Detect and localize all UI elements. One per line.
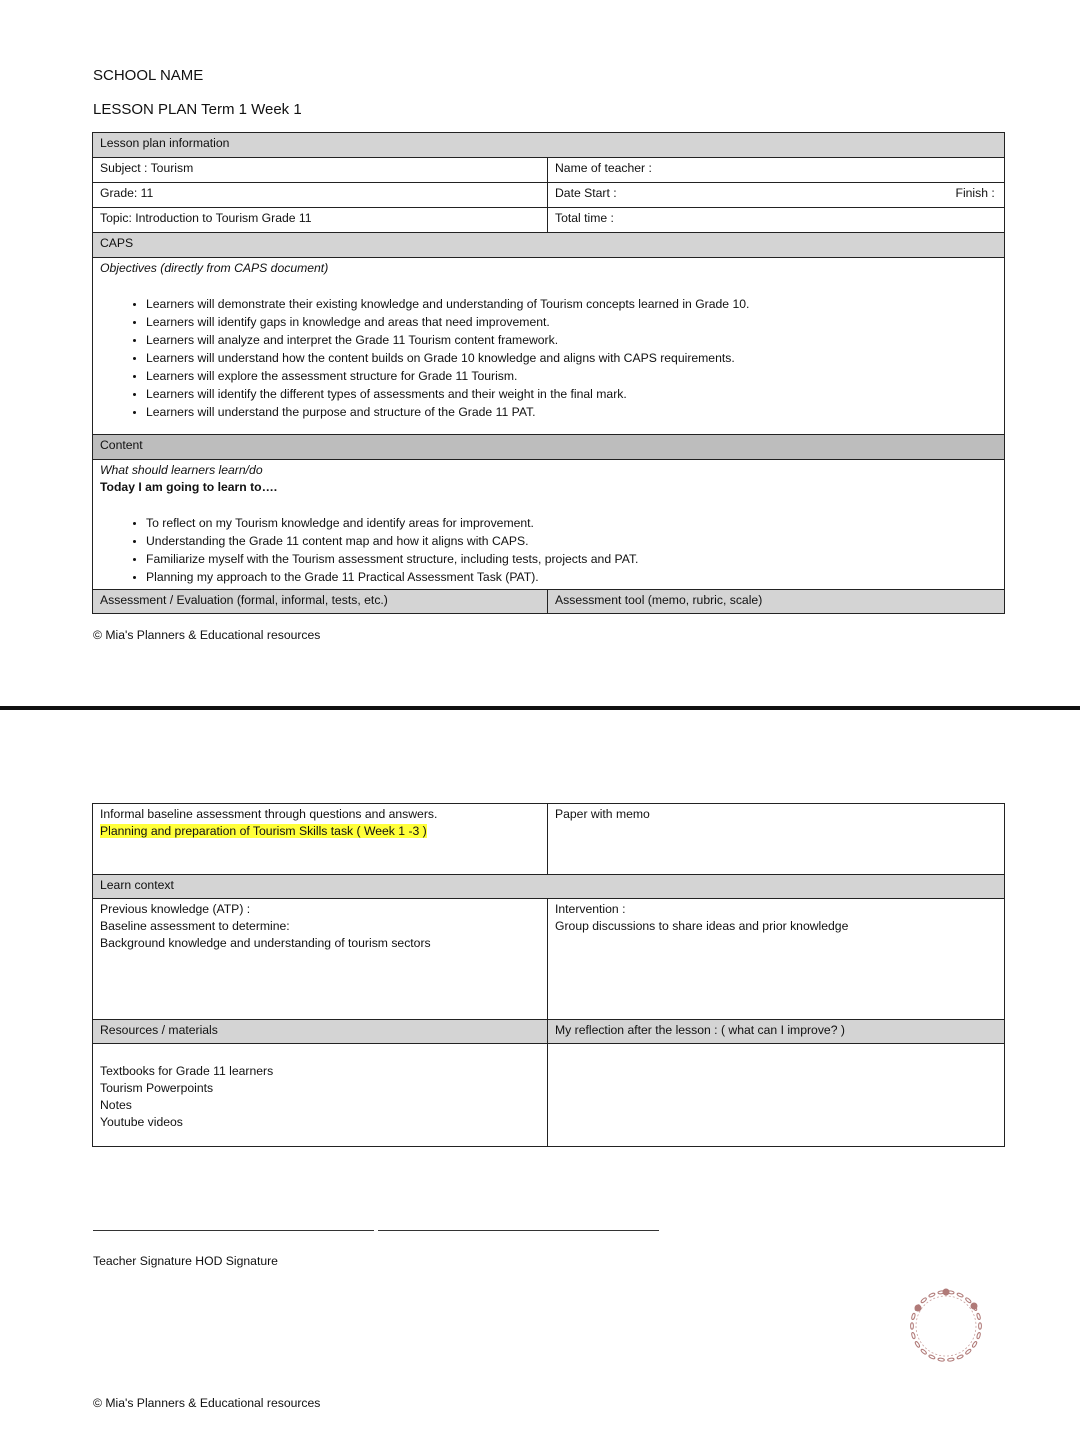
lesson-plan-table-continued [92, 803, 1005, 1147]
table-row [93, 875, 1005, 899]
copyright-footer-page2: © Mia's Planners & Educational resources [93, 1396, 321, 1410]
table-row [93, 258, 1005, 435]
previous-knowledge-cell [93, 899, 548, 1020]
total-time-cell: Total time : [548, 208, 1005, 233]
wreath-leaf [920, 1297, 927, 1303]
resources-header: Resources / materials [93, 1020, 548, 1044]
finish-label: Finish : [955, 186, 995, 200]
learn-context-header: Learn context [93, 875, 1005, 899]
objective-item: • Learners will demonstrate their existing knowledge and understanding of Tourism concepts learned in Grade 10. [146, 295, 997, 313]
wreath-flower [943, 1289, 949, 1295]
wreath-flower [971, 1303, 977, 1309]
page-divider [0, 706, 1080, 710]
topic-cell: Topic: Introduction to Tourism Grade 11 [93, 208, 548, 233]
grade-cell: Grade: 11 [93, 183, 548, 208]
content-item: • Understanding the Grade 11 content map and how it aligns with CAPS. [146, 532, 997, 550]
wreath-flower [915, 1305, 921, 1311]
lesson-plan-table [92, 132, 1005, 614]
teacher-signature-line [93, 1230, 374, 1231]
assessment-text: Informal baseline assessment through questions and answers. [100, 807, 438, 821]
content-cell [93, 460, 1005, 590]
table-row [93, 1020, 1005, 1044]
wreath-leaf [965, 1297, 972, 1303]
table-row [93, 899, 1005, 1020]
signature-labels: Teacher Signature HOD Signature [93, 1254, 278, 1268]
intervention-text: Group discussions to share ideas and prior knowledge [555, 919, 849, 933]
wreath-leaf [911, 1332, 915, 1339]
intervention-label: Intervention : [555, 902, 626, 916]
assessment-tool-header: Assessment tool (memo, rubric, scale) [548, 590, 1005, 614]
resources-cell [93, 1044, 548, 1147]
wreath-leaf [972, 1341, 978, 1348]
wreath-leaf [947, 1358, 954, 1362]
wreath-leaf [965, 1349, 972, 1355]
content-item: • To reflect on my Tourism knowledge and identify areas for improvement. [146, 514, 997, 532]
objective-item: • Learners will analyze and interpret the Grade 11 Tourism content framework. [146, 331, 997, 349]
reflection-header: My reflection after the lesson : ( what can I improve? ) [548, 1020, 1005, 1044]
table-row [93, 1044, 1005, 1147]
subject-cell: Subject : Tourism [93, 158, 548, 183]
hod-signature-line [378, 1230, 659, 1231]
wreath-leaf [938, 1358, 945, 1362]
wreath-leaf [911, 1323, 914, 1329]
objective-item: • Learners will understand how the content builds on Grade 10 knowledge and aligns with CAPS requirements. [146, 349, 997, 367]
table-row [93, 590, 1005, 614]
table-row [93, 804, 1005, 875]
caps-header: CAPS [93, 233, 1005, 258]
objectives-label: Objectives (directly from CAPS document) [100, 261, 329, 275]
resource-item: Textbooks for Grade 11 learners [100, 1064, 274, 1078]
wreath-leaf [957, 1354, 964, 1359]
wreath-leaf [928, 1354, 935, 1359]
wreath-leaf [911, 1313, 915, 1320]
wreath-leaf [928, 1292, 935, 1297]
objective-item: • Learners will identify gaps in knowledge and areas that need improvement. [146, 313, 997, 331]
table-row [93, 208, 1005, 233]
copyright-footer: © Mia's Planners & Educational resources [93, 628, 321, 642]
content-item: • Familiarize myself with the Tourism assessment structure, including tests, projects and PAT. [146, 550, 997, 568]
date-start-label: Date Start : [555, 186, 617, 200]
content-intro: Today I am going to learn to…. [100, 480, 278, 494]
objective-item: • Learners will identify the different types of assessments and their weight in the final mark. [146, 385, 997, 403]
wreath-leaf [920, 1349, 927, 1355]
content-item: • Planning my approach to the Grade 11 Practical Assessment Task (PAT). [146, 568, 997, 586]
content-list [100, 514, 997, 586]
highlighted-task: Planning and preparation of Tourism Skills task ( Week 1 -3 ) [100, 824, 427, 838]
floral-wreath-icon [906, 1286, 986, 1366]
wreath-leaf [914, 1341, 920, 1348]
table-row [93, 460, 1005, 590]
previous-knowledge-line: Baseline assessment to determine: [100, 919, 290, 933]
resource-item: Tourism Powerpoints [100, 1081, 214, 1095]
assessment-header: Assessment / Evaluation (formal, informal, tests, etc.) [93, 590, 548, 614]
wreath-leaf [976, 1313, 980, 1320]
assessment-cell [93, 804, 548, 875]
mias-planners-logo [906, 1286, 986, 1366]
content-header: Content [93, 435, 1005, 460]
intervention-cell [548, 899, 1005, 1020]
content-label: What should learners learn/do [100, 463, 263, 477]
table-row [93, 435, 1005, 460]
wreath-leaf [957, 1292, 964, 1297]
table-row [93, 158, 1005, 183]
teacher-name-cell: Name of teacher : [548, 158, 1005, 183]
reflection-cell [548, 1044, 1005, 1147]
date-cell [548, 183, 1005, 208]
objectives-cell [93, 258, 1005, 435]
table-row [93, 233, 1005, 258]
resource-item: Notes [100, 1098, 132, 1112]
assessment-tool-cell: Paper with memo [548, 804, 1005, 875]
objective-item: • Learners will explore the assessment structure for Grade 11 Tourism. [146, 367, 997, 385]
lesson-plan-info-header: Lesson plan information [93, 133, 1005, 158]
objectives-list [100, 295, 997, 421]
resource-item: Youtube videos [100, 1115, 183, 1129]
wreath-leaf [979, 1323, 982, 1329]
wreath-leaf [976, 1332, 980, 1339]
objective-item: • Learners will understand the purpose and structure of the Grade 11 PAT. [146, 403, 997, 421]
previous-knowledge-line: Background knowledge and understanding of tourism sectors [100, 936, 431, 950]
previous-knowledge-line: Previous knowledge (ATP) : [100, 902, 251, 916]
table-row [93, 133, 1005, 158]
school-name: SCHOOL NAME [93, 67, 204, 84]
lesson-plan-title: LESSON PLAN Term 1 Week 1 [93, 101, 302, 118]
table-row [93, 183, 1005, 208]
